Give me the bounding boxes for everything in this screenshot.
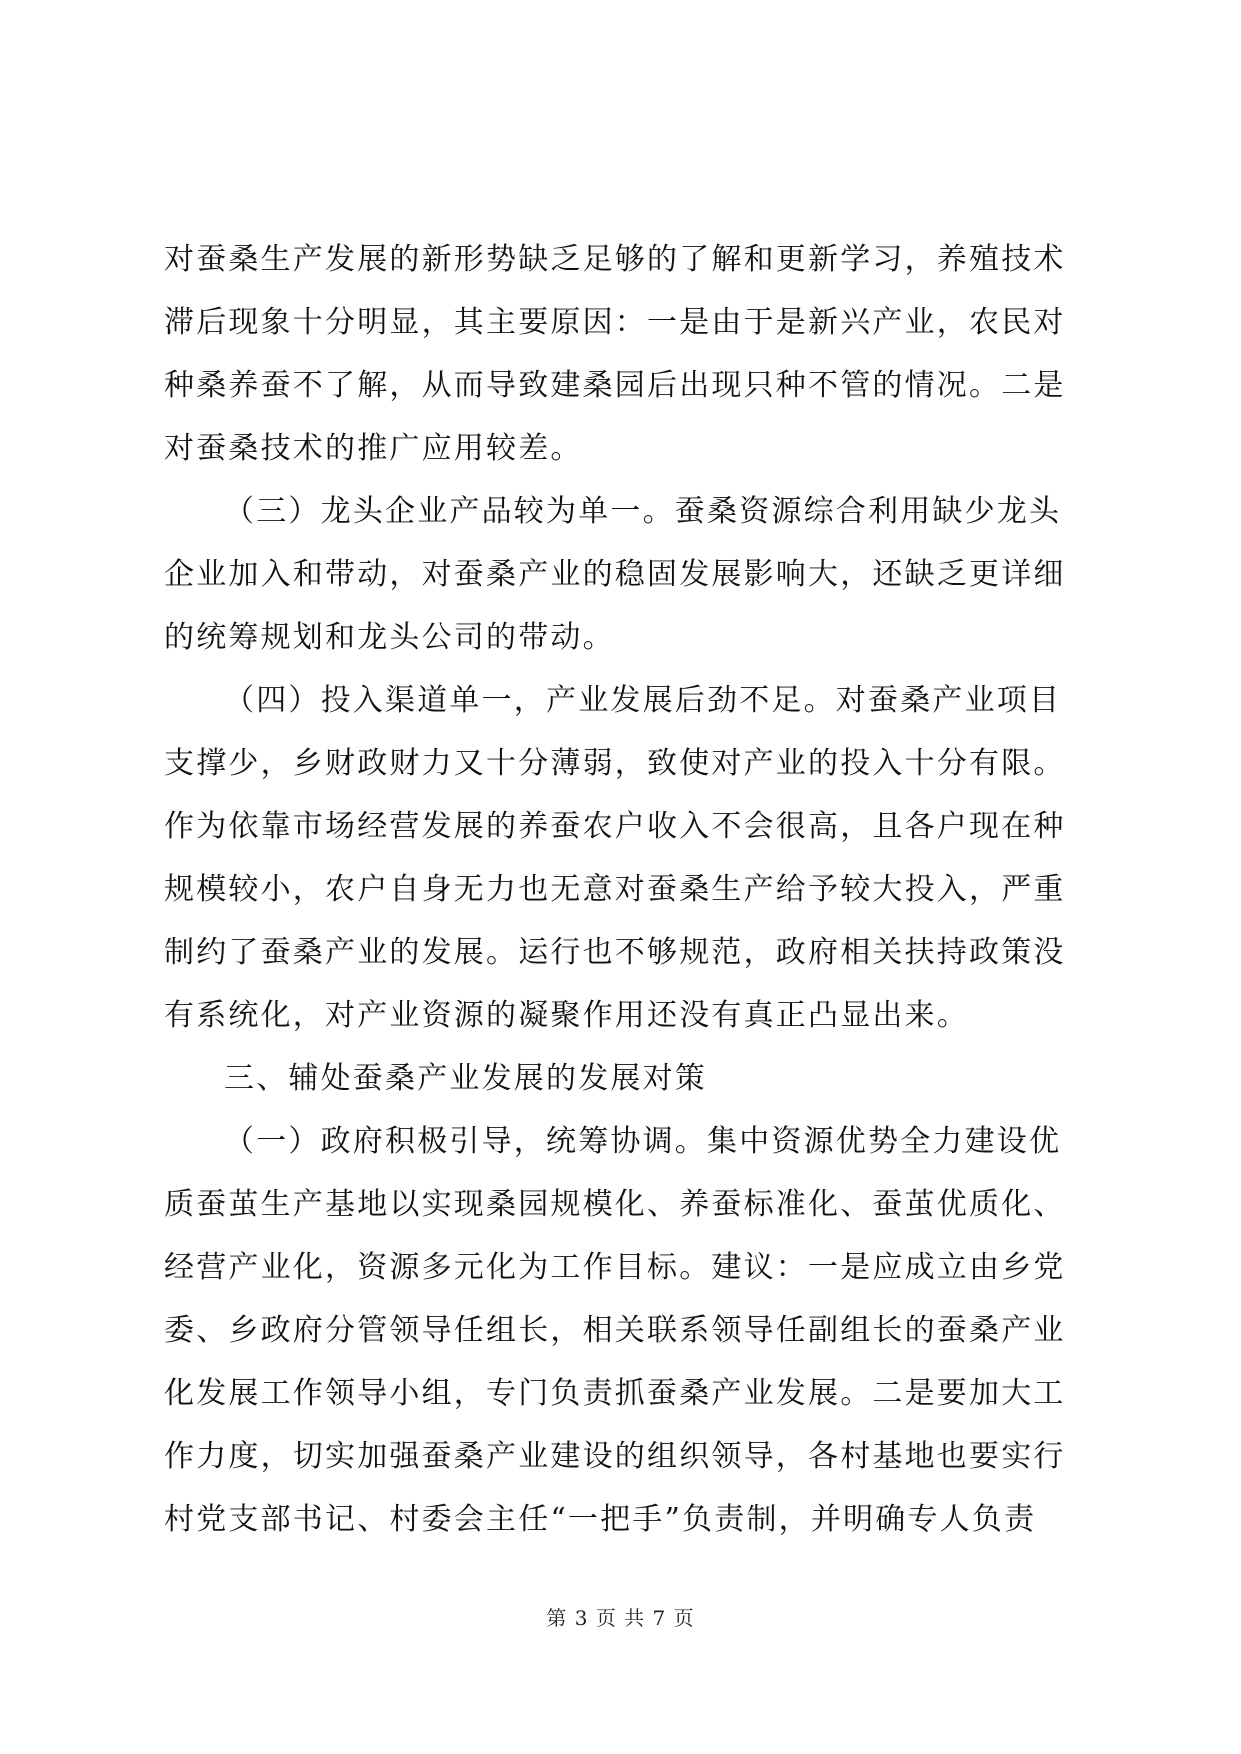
chapter-heading: 三、辅处蚕桑产业发展的发展对策 — [224, 1061, 707, 1096]
text-line: 作为依靠市场经营发展的养蚕农户收入不会很高，且各户现在种 — [164, 809, 1066, 844]
section-heading-1: （一）政府积极引导，统筹协调。集中资源优势全力建设优 — [224, 1124, 1062, 1159]
text-line: 对蚕桑技术的推广应用较差。 — [164, 431, 583, 466]
text-line: 企业加入和带动，对蚕桑产业的稳固发展影响大，还缺乏更详细 — [164, 557, 1066, 592]
document-body — [164, 228, 1078, 1551]
text-line: 作力度，切实加强蚕桑产业建设的组织领导，各村基地也要实行 — [164, 1439, 1066, 1474]
text-line: 经营产业化，资源多元化为工作目标。建议：一是应成立由乡党 — [164, 1250, 1066, 1285]
text-line: 有系统化，对产业资源的凝聚作用还没有真正凸显出来。 — [164, 998, 969, 1033]
text-line: 支撑少，乡财政财力又十分薄弱，致使对产业的投入十分有限。 — [164, 746, 1066, 781]
text-line: 对蚕桑生产发展的新形势缺乏足够的了解和更新学习，养殖技术 — [164, 242, 1066, 277]
text-line: 种桑养蚕不了解，从而导致建桑园后出现只种不管的情况。二是 — [164, 368, 1066, 403]
text-line: 的统筹规划和龙头公司的带动。 — [164, 620, 615, 655]
page-number-footer: 第 3 页 共 7 页 — [546, 1606, 695, 1630]
section-heading-4: （四）投入渠道单一，产业发展后劲不足。对蚕桑产业项目 — [224, 683, 1062, 718]
text-line: 规模较小，农户自身无力也无意对蚕桑生产给予较大投入，严重 — [164, 872, 1066, 907]
text-line: 村党支部书记、村委会主任“一把手”负责制，并明确专人负责 — [164, 1502, 1037, 1537]
text-line: 滞后现象十分明显，其主要原因：一是由于是新兴产业，农民对 — [164, 305, 1066, 340]
section-heading-3: （三）龙头企业产品较为单一。蚕桑资源综合利用缺少龙头 — [224, 494, 1062, 529]
text-line: 化发展工作领导小组，专门负责抓蚕桑产业发展。二是要加大工 — [164, 1376, 1066, 1411]
text-line: 委、乡政府分管领导任组长，相关联系领导任副组长的蚕桑产业 — [164, 1313, 1066, 1348]
text-line: 质蚕茧生产基地以实现桑园规模化、养蚕标准化、蚕茧优质化、 — [164, 1187, 1066, 1222]
text-line: 制约了蚕桑产业的发展。运行也不够规范，政府相关扶持政策没 — [164, 935, 1066, 970]
